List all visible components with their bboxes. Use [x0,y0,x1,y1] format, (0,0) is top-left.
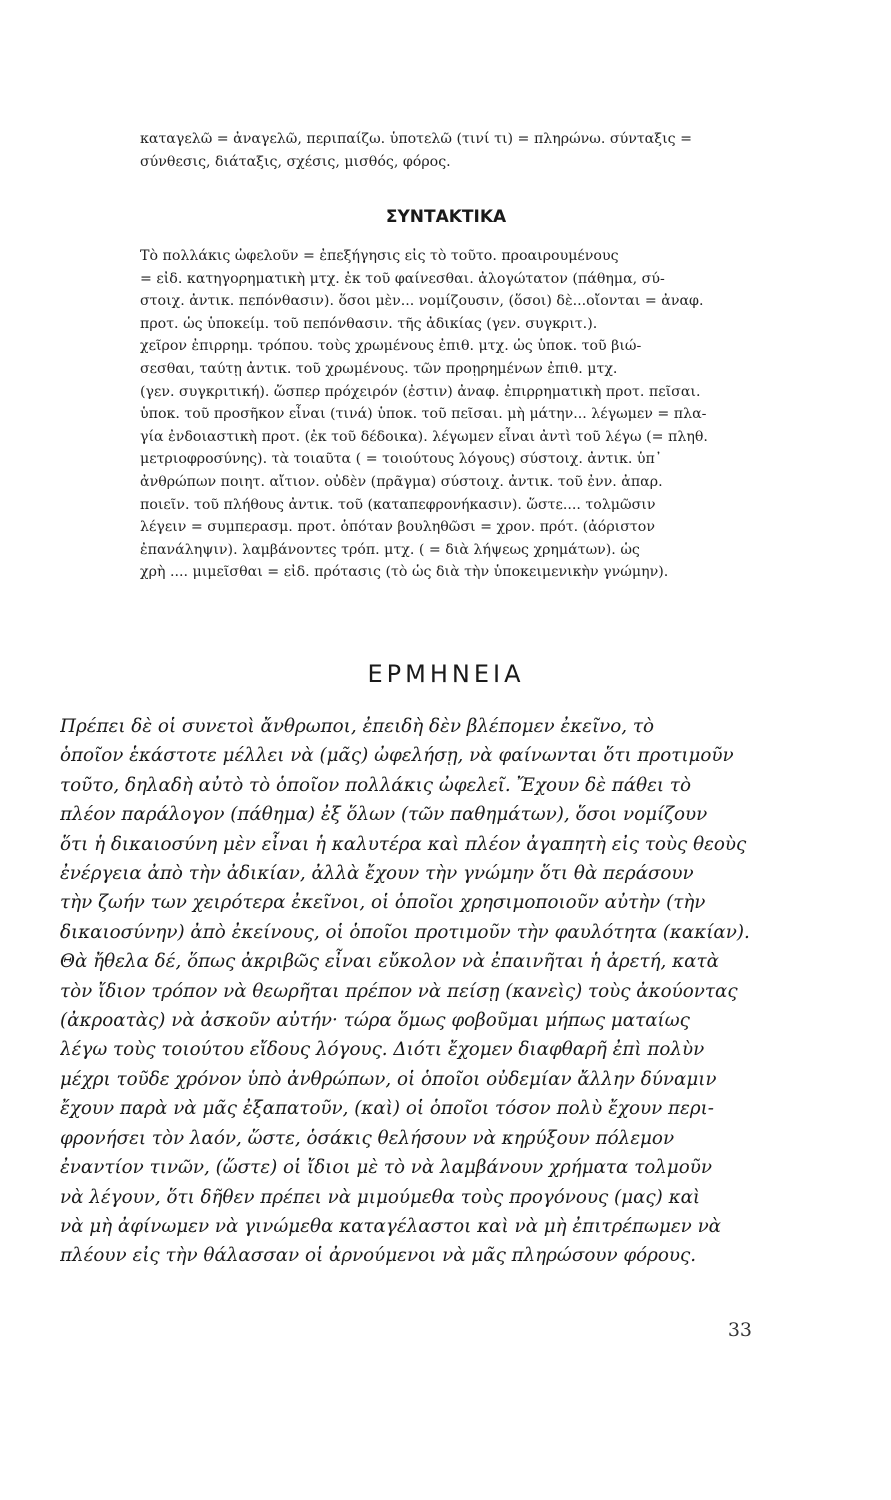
translation-line: νὰ μὴ ἀφίνωμεν νὰ γινώμεθα καταγέλαστοι καὶ νὰ μὴ ἐπιτρέπωμεν νὰ [60,1215,722,1237]
syntax-line: χρὴ .... μιμεῖσθαι = εἰδ. πρότασις (τὸ ὡς διὰ τὴν ὑποκειμενικὴν γνώμην). [140,564,669,581]
vocabulary-notes [140,128,752,173]
translation-text [60,712,752,1271]
translation-line: Πρέπει δὲ οἱ συνετοὶ ἄνθρωποι, ἐπειδὴ δὲν βλέπομεν ἐκεῖνο, τὸ [60,716,655,737]
translation-line: φρονήσει τὸν λαόν, ὥστε, ὁσάκις θελήσουν νὰ κηρύξουν πόλεμον [60,1127,675,1149]
translation-line: ἔχουν παρὰ νὰ μᾶς ἐξαπατοῦν, (καὶ) οἱ ὁποῖοι τόσον πολὺ ἔχουν περι- [60,1098,714,1120]
note-line: καταγελῶ = ἀναγελῶ, περιπαίζω. ὑποτελῶ (τινί τι) = πληρώνω. σύνταξις = [140,131,692,147]
syntax-line: προτ. ὡς ὑποκείμ. τοῦ πεπόνθασιν. τῆς ἀδικίας (γεν. συγκριτ.). [140,315,598,332]
syntax-line: χεῖρον ἐπιρρημ. τρόπου. τοὺς χρωμένους ἐπιθ. μτχ. ὡς ὑποκ. τοῦ βιώ- [140,338,642,355]
translation-line: ἐναντίον τινῶν, (ὥστε) οἱ ἴδιοι μὲ τὸ νὰ λαμβάνουν χρήματα τολμοῦν [60,1157,713,1179]
translation-line: νὰ λέγουν, ὅτι δῆθεν πρέπει νὰ μιμούμεθα τοὺς προγόνους (μας) καὶ [60,1186,701,1208]
translation-line: Θὰ ἤθελα δέ, ὅπως ἀκριβῶς εἶναι εὔκολον νὰ ἐπαινῆται ἡ ἀρετή, κατὰ [60,951,719,973]
syntax-heading: ΣΥΝΤΑΚΤΙΚΑ [385,207,507,227]
syntax-line: = εἰδ. κατηγορηματικὴ μτχ. ἐκ τοῦ φαίνεσθαι. ἀλογώτατον (πάθημα, σύ- [140,270,665,287]
syntax-line: (γεν. συγκριτική). ὥσπερ πρόχειρόν (ἐστιν) ἀναφ. ἐπιρρηματικὴ προτ. πεῖσαι. [140,383,701,400]
translation-line: πλέουν εἰς τὴν θάλασσαν οἱ ἀρνούμενοι νὰ μᾶς πληρώσουν φόρους. [60,1245,697,1267]
translation-line: ἐνέργεια ἀπὸ τὴν ἀδικίαν, ἀλλὰ ἔχουν τὴν γνώμην ὅτι θὰ περάσουν [60,863,694,885]
translation-heading: ΕΡΜΗΝΕΙΑ [367,660,525,688]
translation-line: τοῦτο, δηλαδὴ αὐτὸ τὸ ὁποῖον πολλάκις ὠφελεῖ. Ἔχουν δὲ πάθει τὸ [60,774,691,796]
translation-line: τὴν ζωήν των χειρότερα ἐκεῖνοι, οἱ ὁποῖοι χρησιμοποιοῦν αὐτὴν (τὴν [60,892,706,914]
syntax-line: μετριοφροσύνης). τὰ τοιαῦτα ( = τοιούτους λόγους) σύστοιχ. ἀντικ. ὑπ᾿ [140,451,662,468]
translation-line: πλέον παράλογον (πάθημα) ἐξ ὅλων (τῶν παθημάτων), ὅσοι νομίζουν [60,804,708,826]
syntax-line: σεσθαι, ταύτῃ ἀντικ. τοῦ χρωμένους. τῶν προῃρημένων ἐπιθ. μτχ. [140,360,618,377]
syntax-line: ἀνθρώπων ποιητ. αἴτιον. οὐδὲν (πρᾶγμα) σύστοιχ. ἀντικ. τοῦ ἐνν. ἀπαρ. [140,473,663,490]
syntax-line: γία ἐνδοιαστικὴ προτ. (ἐκ τοῦ δέδοικα). λέγωμεν εἶναι ἀντὶ τοῦ λέγω (= πληθ. [140,428,708,445]
translation-line: ὅτι ἡ δικαιοσύνη μὲν εἶναι ἡ καλυτέρα καὶ πλέον ἀγαπητὴ εἰς τοὺς θεοὺς [60,833,747,855]
translation-line: ὁποῖον ἑκάστοτε μέλλει νὰ (μᾶς) ὠφελήσῃ, νὰ φαίνωνται ὅτι προτιμοῦν [60,745,734,767]
syntax-line: Τὸ πολλάκις ὠφελοῦν = ἐπεξήγησις εἰς τὸ τοῦτο. προαιρουμένους [140,248,619,264]
syntax-line: στοιχ. ἀντικ. πεπόνθασιν). ὅσοι μὲν... νομίζουσιν, (ὅσοι) δὲ...οἴονται = ἀναφ. [140,293,704,310]
syntax-line: ποιεῖν. τοῦ πλήθους ἀντικ. τοῦ (καταπεφρονήκασιν). ὥστε.... τολμῶσιν [140,496,656,513]
syntax-line: ἐπανάληψιν). λαμβάνοντες τρόπ. μτχ. ( = διὰ λήψεως χρημάτων). ὡς [140,541,640,558]
syntax-line: λέγειν = συμπερασμ. προτ. ὁπόταν βουληθῶσι = χρον. πρότ. (ἀόριστον [140,519,655,536]
syntax-notes [140,245,752,584]
note-line: σύνθεσις, διάταξις, σχέσις, μισθός, φόρος. [140,153,451,170]
translation-line: λέγω τοὺς τοιούτου εἴδους λόγους. Διότι ἔχομεν διαφθαρῆ ἐπὶ πολὺν [60,1039,705,1061]
translation-line: μέχρι τοῦδε χρόνον ὑπὸ ἀνθρώπων, οἱ ὁποῖοι οὐδεμίαν ἄλλην δύναμιν [60,1068,717,1090]
translation-line: (ἀκροατὰς) νὰ ἀσκοῦν αὐτήν· τώρα ὅμως φοβοῦμαι μήπως ματαίως [60,1010,690,1032]
syntax-line: ὑποκ. τοῦ προσῆκον εἶναι (τινά) ὑποκ. τοῦ πεῖσαι. μὴ μάτην... λέγωμεν = πλα- [140,406,707,423]
page-number: 33 [727,1319,752,1341]
translation-line: τὸν ἴδιον τρόπον νὰ θεωρῆται πρέπον νὰ πείσῃ (κανεὶς) τοὺς ἀκούοντας [60,980,738,1002]
translation-line: δικαιοσύνην) ἀπὸ ἐκείνους, οἱ ὁποῖοι προτιμοῦν τὴν φαυλότητα (κακίαν). [60,921,750,943]
